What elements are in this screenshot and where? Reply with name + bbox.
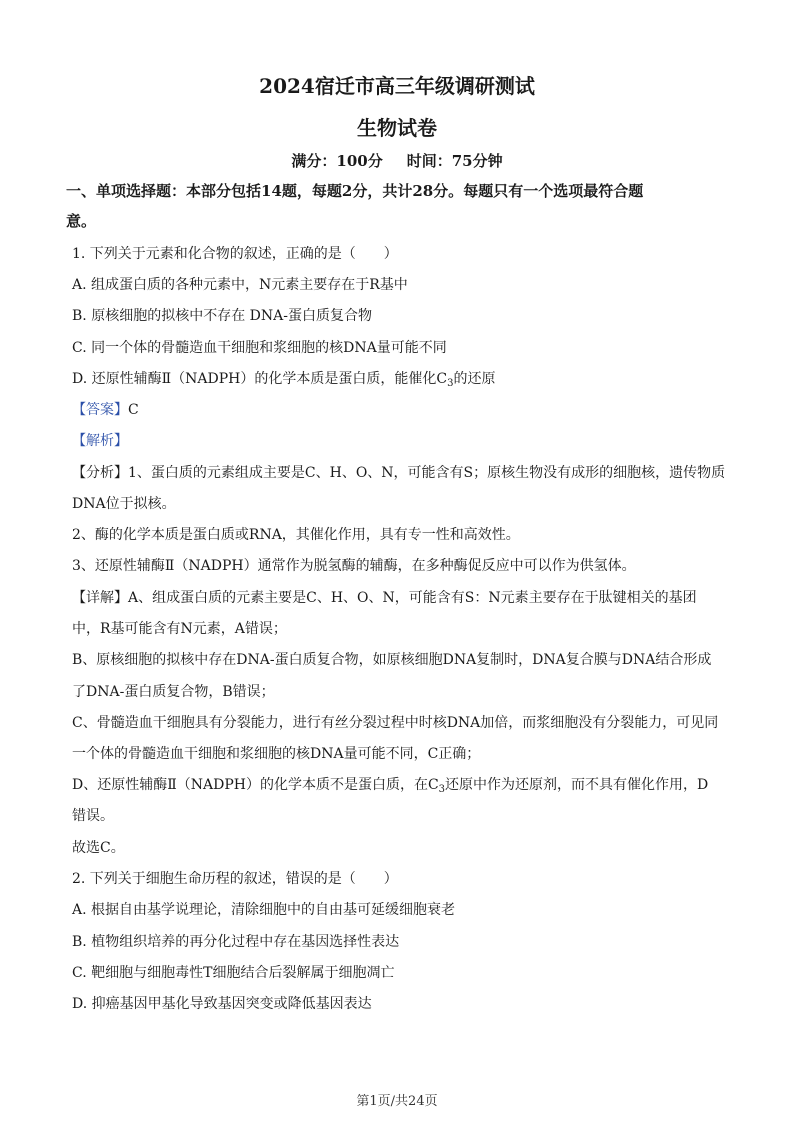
- q2-stem: 2. 下列关于细胞生命历程的叙述，错误的是（ ）: [72, 871, 398, 887]
- detail-line: B、原核细胞的拟核中存在DNA-蛋白质复合物，如原核细胞DNA复制时，DNA复合膜与DNA结合形成: [72, 652, 712, 668]
- q2-option-c: C. 靶细胞与细胞毒性T细胞结合后裂解属于细胞凋亡: [72, 965, 395, 981]
- q1-option-d-text-end: 的还原: [453, 371, 496, 387]
- analysis-line: DNA位于拟核。: [72, 496, 176, 512]
- detail-line: 一个体的骨髓造血干细胞和浆细胞的核DNA量可能不同，C正确；: [72, 746, 481, 762]
- conclusion: 故选C。: [72, 840, 125, 856]
- detail-line: 中，R基可能含有N元素，A错误；: [72, 621, 287, 637]
- q1-option-d: [72, 369, 727, 389]
- full-score: 满分：100分: [291, 152, 383, 170]
- section-heading: 一、单项选择题：本部分包括14题，每题2分，共计28分。每题只有一个选项最符合题: [66, 182, 644, 200]
- detail-text-end: 还原中作为还原剂，而不具有催化作用，D: [445, 777, 709, 793]
- q2-option-a: A. 根据自由基学说理论，清除细胞中的自由基可延缓细胞衰老: [72, 902, 456, 918]
- q1-option-c: C. 同一个体的骨髓造血干细胞和浆细胞的核DNA量可能不同: [72, 340, 447, 356]
- detail-line: 【详解】A、组成蛋白质的元素主要是C、H、O、N，可能含有S：N元素主要存在于肽键相关的基团: [72, 590, 697, 606]
- analysis-tag: 【解析】: [72, 433, 128, 449]
- detail-line: [72, 775, 727, 795]
- detail-line: 错误。: [72, 808, 114, 824]
- exam-meta: [0, 150, 794, 171]
- q1-option-a: A. 组成蛋白质的各种元素中，N元素主要存在于R基中: [72, 277, 408, 293]
- q2-option-d: D. 抑癌基因甲基化导致基因突变或降低基因表达: [72, 996, 372, 1012]
- q1-option-b: B. 原核细胞的拟核中不存在 DNA-蛋白质复合物: [72, 308, 372, 324]
- detail-text: D、还原性辅酶Ⅱ（NADPH）的化学本质不是蛋白质，在C: [72, 777, 439, 793]
- subscript: 3: [438, 784, 446, 795]
- exam-title: 2024宿迁市高三年级调研测试: [259, 74, 535, 98]
- exam-time: 时间：75分钟: [406, 152, 503, 170]
- analysis-line: 2、酶的化学本质是蛋白质或RNA，其催化作用，具有专一性和高效性。: [72, 527, 520, 543]
- subscript: 3: [447, 378, 454, 389]
- q1-stem: 1. 下列关于元素和化合物的叙述，正确的是（ ）: [72, 246, 398, 262]
- page-footer: 第1页/共24页: [356, 1094, 438, 1109]
- detail-line: C、骨髓造血干细胞具有分裂能力，进行有丝分裂过程中时核DNA加倍，而浆细胞没有分裂能力，可见同: [72, 715, 719, 731]
- section-heading-cont: 意。: [66, 212, 97, 230]
- analysis-line: 3、还原性辅酶Ⅱ（NADPH）通常作为脱氢酶的辅酶，在多种酶促反应中可以作为供氢体。: [72, 558, 636, 574]
- answer-tag: 【答案】: [72, 402, 128, 418]
- q2-option-b: B. 植物组织培养的再分化过程中存在基因选择性表达: [72, 934, 400, 950]
- q1-option-d-text: D. 还原性辅酶Ⅱ（NADPH）的化学本质是蛋白质，能催化C: [72, 371, 448, 387]
- exam-subtitle: 生物试卷: [357, 116, 437, 140]
- detail-line: 了DNA-蛋白质复合物，B错误；: [72, 684, 275, 700]
- answer-value: C: [128, 402, 139, 418]
- analysis-line: 【分析】1、蛋白质的元素组成主要是C、H、O、N，可能含有S；原核生物没有成形的细胞核，遗传物质: [72, 465, 726, 481]
- q1-answer: [72, 400, 727, 420]
